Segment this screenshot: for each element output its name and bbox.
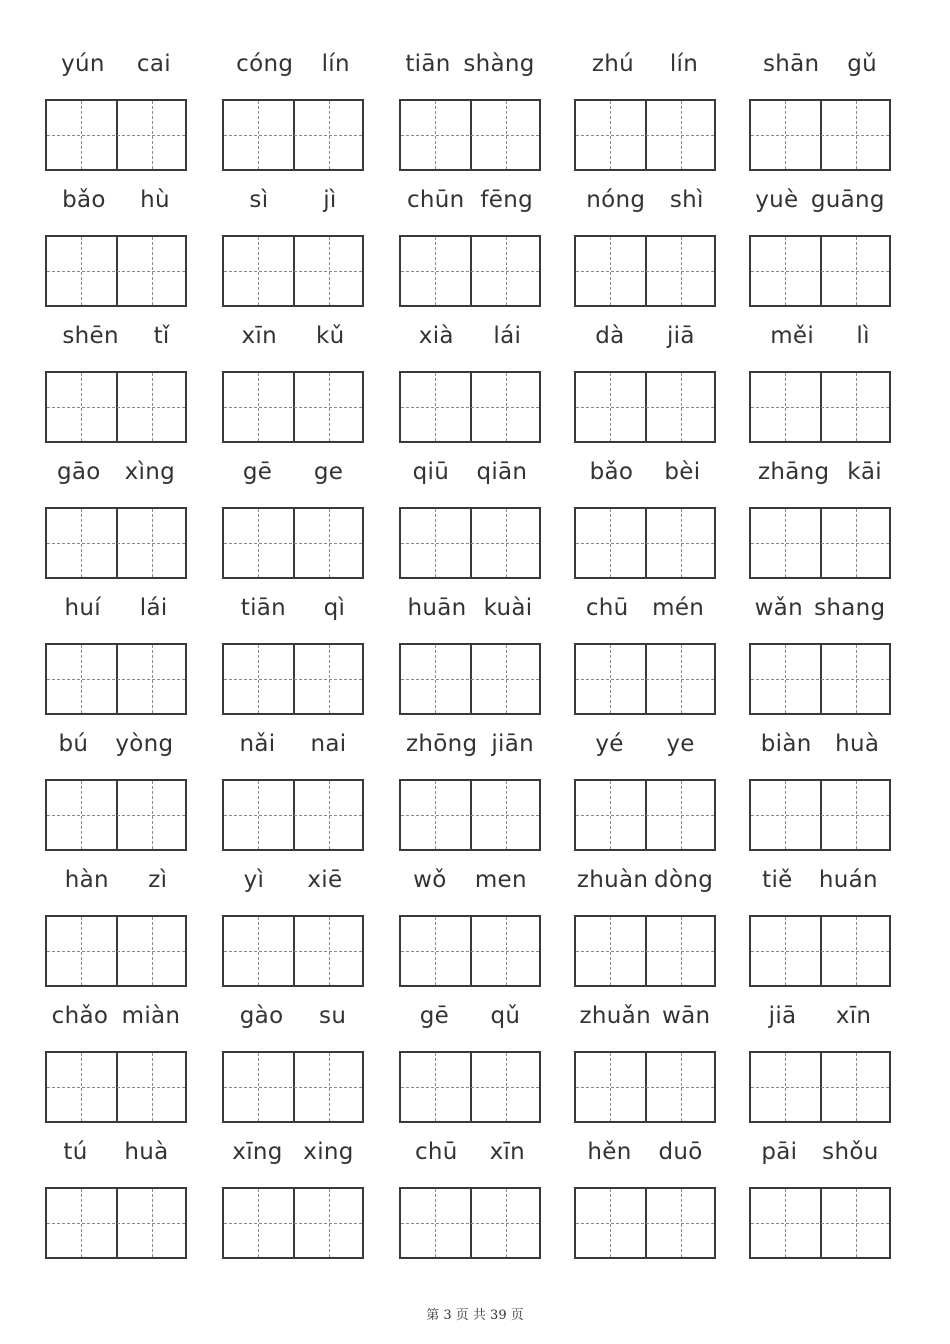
pinyin-label xyxy=(45,996,187,1036)
pinyin-syllable: cai xyxy=(136,51,171,77)
word-cell xyxy=(45,180,187,308)
guide-line-horizontal xyxy=(47,407,185,408)
pinyin-syllable: qiū xyxy=(412,459,450,485)
pinyin-label xyxy=(45,44,187,84)
guide-line-horizontal xyxy=(751,679,889,680)
pinyin-label xyxy=(574,44,716,84)
tianzige-writing-box[interactable] xyxy=(574,99,716,171)
word-cell xyxy=(574,44,716,172)
pinyin-syllable: zhuǎn xyxy=(579,1003,651,1029)
pinyin-syllable: qì xyxy=(323,595,346,621)
tianzige-writing-box[interactable] xyxy=(749,915,891,987)
pinyin-syllable: cóng xyxy=(236,51,294,77)
pinyin-syllable: xìng xyxy=(124,459,176,485)
pinyin-syllable: huí xyxy=(64,595,101,621)
pinyin-syllable: zhāng xyxy=(757,459,830,485)
pinyin-syllable: men xyxy=(474,867,527,893)
tianzige-writing-box[interactable] xyxy=(574,1051,716,1123)
pinyin-syllable: huán xyxy=(818,867,878,893)
word-cell xyxy=(749,996,891,1124)
pinyin-syllable: kǔ xyxy=(315,323,345,349)
tianzige-writing-box[interactable] xyxy=(399,1051,541,1123)
pinyin-label xyxy=(399,316,541,356)
guide-line-horizontal xyxy=(47,135,185,136)
word-cell xyxy=(45,452,187,580)
pinyin-syllable: yé xyxy=(595,731,624,757)
pinyin-syllable: lái xyxy=(493,323,522,349)
guide-line-horizontal xyxy=(576,815,714,816)
pinyin-syllable: mén xyxy=(652,595,705,621)
pinyin-syllable: chūn xyxy=(406,187,465,213)
guide-line-horizontal xyxy=(47,271,185,272)
tianzige-writing-box[interactable] xyxy=(749,1051,891,1123)
word-cell xyxy=(574,588,716,716)
pinyin-label xyxy=(222,180,364,220)
pinyin-label xyxy=(574,860,716,900)
pinyin-syllable: shēn xyxy=(62,323,119,349)
pinyin-syllable: gē xyxy=(242,459,273,485)
guide-line-horizontal xyxy=(751,1223,889,1224)
pinyin-label xyxy=(45,724,187,764)
pinyin-label xyxy=(222,44,364,84)
tianzige-writing-box[interactable] xyxy=(574,915,716,987)
tianzige-writing-box[interactable] xyxy=(399,235,541,307)
pinyin-syllable: chū xyxy=(585,595,629,621)
pinyin-syllable: chū xyxy=(414,1139,458,1165)
guide-line-horizontal xyxy=(47,815,185,816)
word-cell xyxy=(45,316,187,444)
word-cell xyxy=(222,860,364,988)
word-cell xyxy=(222,44,364,172)
pinyin-syllable: fēng xyxy=(480,187,534,213)
word-cell xyxy=(574,316,716,444)
pinyin-label xyxy=(574,1132,716,1172)
pinyin-label xyxy=(399,996,541,1036)
guide-line-horizontal xyxy=(576,135,714,136)
pinyin-syllable: shàng xyxy=(463,51,535,77)
pinyin-syllable: nai xyxy=(310,731,347,757)
pinyin-syllable: wǒ xyxy=(413,867,447,893)
pinyin-syllable: jiā xyxy=(768,1003,797,1029)
tianzige-writing-box[interactable] xyxy=(222,1187,364,1259)
word-cell xyxy=(574,860,716,988)
pinyin-label xyxy=(749,44,891,84)
tianzige-writing-box[interactable] xyxy=(574,507,716,579)
pinyin-syllable: dà xyxy=(595,323,625,349)
pinyin-syllable: zhuàn xyxy=(576,867,649,893)
pinyin-label xyxy=(222,452,364,492)
word-cell xyxy=(45,44,187,172)
pinyin-label xyxy=(749,996,891,1036)
guide-line-horizontal xyxy=(224,679,362,680)
pinyin-syllable: qiān xyxy=(476,459,528,485)
guide-line-horizontal xyxy=(751,407,889,408)
word-cell xyxy=(222,724,364,852)
pinyin-syllable: yòng xyxy=(115,731,174,757)
pinyin-syllable: xīn xyxy=(489,1139,526,1165)
tianzige-writing-box[interactable] xyxy=(45,779,187,851)
pinyin-label xyxy=(399,452,541,492)
pinyin-syllable: tiān xyxy=(405,51,451,77)
pinyin-label xyxy=(399,44,541,84)
pinyin-syllable: wān xyxy=(662,1003,711,1029)
pinyin-label xyxy=(574,996,716,1036)
tianzige-writing-box[interactable] xyxy=(45,235,187,307)
pinyin-syllable: hù xyxy=(140,187,170,213)
word-cell xyxy=(399,180,541,308)
pinyin-label xyxy=(574,588,716,628)
word-cell xyxy=(749,1132,891,1260)
pinyin-syllable: zhú xyxy=(591,51,635,77)
guide-line-horizontal xyxy=(47,679,185,680)
word-cell xyxy=(749,588,891,716)
guide-line-horizontal xyxy=(224,135,362,136)
pinyin-syllable: bèi xyxy=(664,459,701,485)
pinyin-syllable: ge xyxy=(313,459,344,485)
guide-line-horizontal xyxy=(47,1087,185,1088)
pinyin-syllable: tǐ xyxy=(153,323,170,349)
pinyin-syllable: hàn xyxy=(64,867,109,893)
word-cell xyxy=(749,180,891,308)
word-cell xyxy=(399,452,541,580)
tianzige-writing-box[interactable] xyxy=(749,99,891,171)
pinyin-syllable: bú xyxy=(58,731,89,757)
pinyin-syllable: zì xyxy=(148,867,168,893)
pinyin-label xyxy=(399,724,541,764)
tianzige-writing-box[interactable] xyxy=(574,1187,716,1259)
pinyin-syllable: duō xyxy=(658,1139,703,1165)
word-cell xyxy=(749,44,891,172)
tianzige-writing-box[interactable] xyxy=(749,371,891,443)
tianzige-writing-box[interactable] xyxy=(222,507,364,579)
tianzige-writing-box[interactable] xyxy=(222,915,364,987)
tianzige-writing-box[interactable] xyxy=(45,1051,187,1123)
guide-line-horizontal xyxy=(401,679,539,680)
pinyin-label xyxy=(45,860,187,900)
word-cell xyxy=(399,588,541,716)
pinyin-label xyxy=(222,996,364,1036)
pinyin-syllable: nóng xyxy=(586,187,646,213)
tianzige-writing-box[interactable] xyxy=(749,779,891,851)
word-cell xyxy=(749,316,891,444)
pinyin-syllable: ye xyxy=(666,731,695,757)
pinyin-syllable: su xyxy=(319,1003,347,1029)
pinyin-syllable: guāng xyxy=(810,187,885,213)
word-cell xyxy=(45,996,187,1124)
pinyin-syllable: xīn xyxy=(835,1003,872,1029)
pinyin-syllable: chǎo xyxy=(51,1003,109,1029)
guide-line-horizontal xyxy=(224,815,362,816)
pinyin-syllable: sì xyxy=(249,187,269,213)
tianzige-writing-box[interactable] xyxy=(749,1187,891,1259)
guide-line-horizontal xyxy=(224,1087,362,1088)
pinyin-syllable: xià xyxy=(418,323,454,349)
pinyin-label xyxy=(574,724,716,764)
word-cell xyxy=(399,44,541,172)
word-cell xyxy=(45,1132,187,1260)
guide-line-horizontal xyxy=(401,407,539,408)
word-cell xyxy=(222,180,364,308)
guide-line-horizontal xyxy=(47,1223,185,1224)
pinyin-syllable: huān xyxy=(407,595,467,621)
pinyin-label xyxy=(749,588,891,628)
pinyin-label xyxy=(399,1132,541,1172)
word-cell xyxy=(399,316,541,444)
pinyin-syllable: gǔ xyxy=(847,51,878,77)
pinyin-syllable: shì xyxy=(669,187,704,213)
guide-line-horizontal xyxy=(224,543,362,544)
guide-line-horizontal xyxy=(751,543,889,544)
pinyin-syllable: huà xyxy=(124,1139,169,1165)
pinyin-label xyxy=(749,180,891,220)
pinyin-syllable: xīn xyxy=(241,323,277,349)
guide-line-horizontal xyxy=(47,543,185,544)
tianzige-writing-box[interactable] xyxy=(45,371,187,443)
pinyin-syllable: kāi xyxy=(847,459,883,485)
pinyin-label xyxy=(749,1132,891,1172)
tianzige-writing-box[interactable] xyxy=(399,779,541,851)
tianzige-writing-box[interactable] xyxy=(222,643,364,715)
word-cell xyxy=(574,452,716,580)
tianzige-writing-box[interactable] xyxy=(749,235,891,307)
word-cell xyxy=(574,1132,716,1260)
pinyin-syllable: gào xyxy=(239,1003,284,1029)
guide-line-horizontal xyxy=(224,271,362,272)
pinyin-syllable: yì xyxy=(243,867,265,893)
pinyin-syllable: yún xyxy=(61,51,105,77)
pinyin-label xyxy=(222,588,364,628)
word-cell xyxy=(45,588,187,716)
word-cell xyxy=(749,724,891,852)
word-cell xyxy=(749,452,891,580)
pinyin-syllable: shang xyxy=(814,595,886,621)
pinyin-label xyxy=(45,452,187,492)
pinyin-syllable: biàn xyxy=(760,731,812,757)
word-cell xyxy=(222,996,364,1124)
pinyin-syllable: jiā xyxy=(666,323,695,349)
pinyin-syllable: qǔ xyxy=(490,1003,521,1029)
pinyin-syllable: xīng xyxy=(232,1139,283,1165)
tianzige-writing-box[interactable] xyxy=(574,235,716,307)
guide-line-horizontal xyxy=(224,407,362,408)
pinyin-syllable: dòng xyxy=(654,867,714,893)
pinyin-syllable: yuè xyxy=(755,187,799,213)
pinyin-label xyxy=(399,860,541,900)
pinyin-syllable: lì xyxy=(856,323,870,349)
pinyin-label xyxy=(45,1132,187,1172)
tianzige-writing-box[interactable] xyxy=(222,1051,364,1123)
guide-line-horizontal xyxy=(401,1087,539,1088)
tianzige-writing-box[interactable] xyxy=(45,99,187,171)
pinyin-syllable: pāi xyxy=(761,1139,798,1165)
guide-line-horizontal xyxy=(401,135,539,136)
word-cell xyxy=(222,316,364,444)
word-cell xyxy=(574,996,716,1124)
tianzige-writing-box[interactable] xyxy=(399,643,541,715)
word-cell xyxy=(222,1132,364,1260)
tianzige-writing-box[interactable] xyxy=(399,99,541,171)
word-cell xyxy=(399,724,541,852)
word-cell xyxy=(222,452,364,580)
pinyin-syllable: shǒu xyxy=(822,1139,879,1165)
pinyin-syllable: gāo xyxy=(56,459,101,485)
guide-line-horizontal xyxy=(401,543,539,544)
pinyin-syllable: hěn xyxy=(587,1139,632,1165)
pinyin-syllable: miàn xyxy=(121,1003,181,1029)
guide-line-horizontal xyxy=(401,271,539,272)
pinyin-syllable: xiē xyxy=(307,867,343,893)
tianzige-writing-box[interactable] xyxy=(399,915,541,987)
pinyin-syllable: tú xyxy=(63,1139,88,1165)
pinyin-label xyxy=(45,588,187,628)
pinyin-label xyxy=(749,860,891,900)
tianzige-writing-box[interactable] xyxy=(749,507,891,579)
pinyin-syllable: nǎi xyxy=(239,731,276,757)
tianzige-writing-box[interactable] xyxy=(399,1187,541,1259)
guide-line-horizontal xyxy=(576,679,714,680)
tianzige-writing-box[interactable] xyxy=(399,371,541,443)
tianzige-writing-box[interactable] xyxy=(222,99,364,171)
tianzige-writing-box[interactable] xyxy=(574,779,716,851)
guide-line-horizontal xyxy=(576,407,714,408)
pinyin-syllable: jiān xyxy=(491,731,535,757)
tianzige-writing-box[interactable] xyxy=(222,235,364,307)
guide-line-horizontal xyxy=(401,951,539,952)
tianzige-writing-box[interactable] xyxy=(45,1187,187,1259)
pinyin-syllable: wǎn xyxy=(754,595,803,621)
pinyin-syllable: bǎo xyxy=(62,187,106,213)
tianzige-writing-box[interactable] xyxy=(45,643,187,715)
tianzige-writing-box[interactable] xyxy=(222,371,364,443)
pinyin-syllable: bǎo xyxy=(589,459,634,485)
word-cell xyxy=(45,724,187,852)
pinyin-syllable: lái xyxy=(139,595,168,621)
guide-line-horizontal xyxy=(576,1087,714,1088)
word-cell xyxy=(222,588,364,716)
word-cell xyxy=(574,724,716,852)
word-cell xyxy=(399,996,541,1124)
pinyin-label xyxy=(399,180,541,220)
pinyin-label xyxy=(574,452,716,492)
pinyin-label xyxy=(399,588,541,628)
guide-line-horizontal xyxy=(751,1087,889,1088)
word-cell xyxy=(399,860,541,988)
guide-line-horizontal xyxy=(47,951,185,952)
pinyin-label xyxy=(222,316,364,356)
pinyin-syllable: lín xyxy=(669,51,699,77)
pinyin-label xyxy=(45,180,187,220)
pinyin-syllable: měi xyxy=(770,323,815,349)
pinyin-syllable: lín xyxy=(321,51,350,77)
pinyin-label xyxy=(222,724,364,764)
pinyin-label xyxy=(45,316,187,356)
pinyin-syllable: huà xyxy=(835,731,880,757)
guide-line-horizontal xyxy=(576,951,714,952)
pinyin-syllable: tiān xyxy=(240,595,287,621)
tianzige-writing-box[interactable] xyxy=(399,507,541,579)
tianzige-writing-box[interactable] xyxy=(749,643,891,715)
pinyin-label xyxy=(749,724,891,764)
pinyin-syllable: kuài xyxy=(483,595,533,621)
guide-line-horizontal xyxy=(401,1223,539,1224)
tianzige-writing-box[interactable] xyxy=(222,779,364,851)
guide-line-horizontal xyxy=(751,271,889,272)
guide-line-horizontal xyxy=(224,1223,362,1224)
pinyin-label xyxy=(749,452,891,492)
pinyin-label xyxy=(749,316,891,356)
pinyin-syllable: shān xyxy=(762,51,820,77)
tianzige-writing-box[interactable] xyxy=(574,371,716,443)
pinyin-syllable: jì xyxy=(323,187,337,213)
tianzige-writing-box[interactable] xyxy=(45,507,187,579)
pinyin-syllable: xing xyxy=(303,1139,354,1165)
tianzige-writing-box[interactable] xyxy=(45,915,187,987)
pinyin-label xyxy=(222,860,364,900)
word-cell xyxy=(45,860,187,988)
word-cell xyxy=(749,860,891,988)
word-cell xyxy=(399,1132,541,1260)
guide-line-horizontal xyxy=(751,951,889,952)
pinyin-syllable: tiě xyxy=(762,867,793,893)
guide-line-horizontal xyxy=(576,543,714,544)
guide-line-horizontal xyxy=(576,1223,714,1224)
pinyin-label xyxy=(222,1132,364,1172)
pinyin-label xyxy=(574,180,716,220)
guide-line-horizontal xyxy=(751,135,889,136)
guide-line-horizontal xyxy=(751,815,889,816)
guide-line-horizontal xyxy=(401,815,539,816)
pinyin-label xyxy=(574,316,716,356)
guide-line-horizontal xyxy=(576,271,714,272)
tianzige-writing-box[interactable] xyxy=(574,643,716,715)
word-cell xyxy=(574,180,716,308)
pinyin-syllable: zhōng xyxy=(405,731,478,757)
pinyin-syllable: gē xyxy=(419,1003,450,1029)
page-footer: 第 3 页 共 39 页 xyxy=(426,1308,524,1323)
guide-line-horizontal xyxy=(224,951,362,952)
